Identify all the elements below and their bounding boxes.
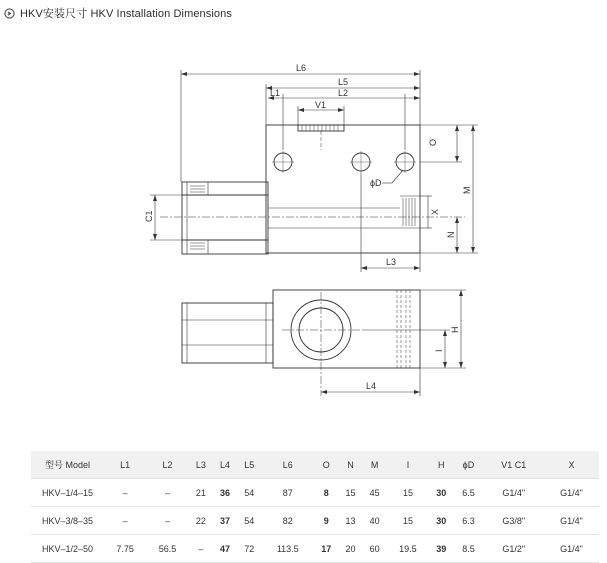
cell-h: 30 (429, 479, 453, 507)
cell-d: 6.5 (453, 479, 483, 507)
cell-m: 40 (363, 507, 387, 535)
cell-v1-c1: G1/4" (484, 479, 544, 507)
dimensions-table (31, 451, 599, 563)
label-l5: L5 (338, 77, 349, 87)
cell-i: 15 (387, 479, 429, 507)
cell-l4: 47 (213, 535, 237, 563)
cell-l3: 22 (189, 507, 213, 535)
label-o: O (428, 138, 438, 146)
cell-l1: – (104, 479, 146, 507)
column-header-l1: L1 (104, 451, 146, 479)
column-header-x: X (544, 451, 599, 479)
cell-l3: 21 (189, 479, 213, 507)
cell-n: 20 (338, 535, 362, 563)
label-c1: C1 (144, 210, 154, 222)
column-header-m: M (363, 451, 387, 479)
column-header-d: ϕD (453, 451, 483, 479)
cell-v1-c1: G1/2" (484, 535, 544, 563)
cell-h: 30 (429, 507, 453, 535)
label-h: H (450, 326, 460, 333)
cell-model: HKV–3/8–35 (31, 507, 104, 535)
column-header-o: O (314, 451, 338, 479)
label-m: M (462, 186, 472, 194)
body-top-view (266, 125, 420, 253)
label-n: N (446, 231, 456, 238)
column-header-l3: L3 (189, 451, 213, 479)
cell-x: G1/4" (544, 507, 599, 535)
cell-n: 13 (338, 507, 362, 535)
table-header-row (31, 451, 599, 479)
cell-l5: 72 (237, 535, 261, 563)
cell-o: 9 (314, 507, 338, 535)
cell-l1: 7.75 (104, 535, 146, 563)
table-row (31, 507, 599, 535)
cell-l4: 37 (213, 507, 237, 535)
column-header-l4: L4 (213, 451, 237, 479)
cell-l4: 36 (213, 479, 237, 507)
cell-i: 15 (387, 507, 429, 535)
cell-l6: 82 (261, 507, 314, 535)
column-header-l2: L2 (146, 451, 188, 479)
cell-d: 6.3 (453, 507, 483, 535)
table-row (31, 535, 599, 563)
column-header-l6: L6 (261, 451, 314, 479)
cell-i: 19.5 (387, 535, 429, 563)
label-x: X (430, 208, 440, 215)
cell-o: 17 (314, 535, 338, 563)
cell-l2: – (146, 507, 188, 535)
cell-model: HKV–1/2–50 (31, 535, 104, 563)
cell-l2: – (146, 479, 188, 507)
table-row (31, 479, 599, 507)
cell-v1-c1: G3/8" (484, 507, 544, 535)
cell-l1: – (104, 507, 146, 535)
cell-m: 45 (363, 479, 387, 507)
label-l6: L6 (296, 63, 307, 73)
cell-x: G1/4" (544, 535, 599, 563)
cell-l3: – (189, 535, 213, 563)
cell-l6: 87 (261, 479, 314, 507)
column-header-n: N (338, 451, 362, 479)
cell-l6: 113.5 (261, 535, 314, 563)
cell-l5: 54 (237, 479, 261, 507)
label-l2: L2 (338, 88, 349, 98)
label-l4: L4 (366, 381, 377, 391)
column-header-h: H (429, 451, 453, 479)
body-side-view (273, 290, 420, 368)
label-l3: L3 (386, 257, 397, 267)
label-v1: V1 (315, 100, 327, 110)
column-header-v1-c1: V1 C1 (484, 451, 544, 479)
cell-d: 8.5 (453, 535, 483, 563)
page-title: HKV安装尺寸 HKV Installation Dimensions (20, 8, 232, 20)
label-d: ϕD (370, 178, 382, 188)
cell-m: 60 (363, 535, 387, 563)
hex-fitting-side (182, 303, 273, 363)
column-header-l5: L5 (237, 451, 261, 479)
cell-h: 39 (429, 535, 453, 563)
column-header-i: I (387, 451, 429, 479)
cell-l2: 56.5 (146, 535, 188, 563)
cell-n: 15 (338, 479, 362, 507)
cell-x: G1/4" (544, 479, 599, 507)
column-header-model: 型号 Model (31, 451, 104, 479)
cell-model: HKV–1/4–15 (31, 479, 104, 507)
cell-l5: 54 (237, 507, 261, 535)
cell-o: 8 (314, 479, 338, 507)
label-l1: L1 (270, 88, 281, 98)
label-i: I (434, 349, 444, 352)
